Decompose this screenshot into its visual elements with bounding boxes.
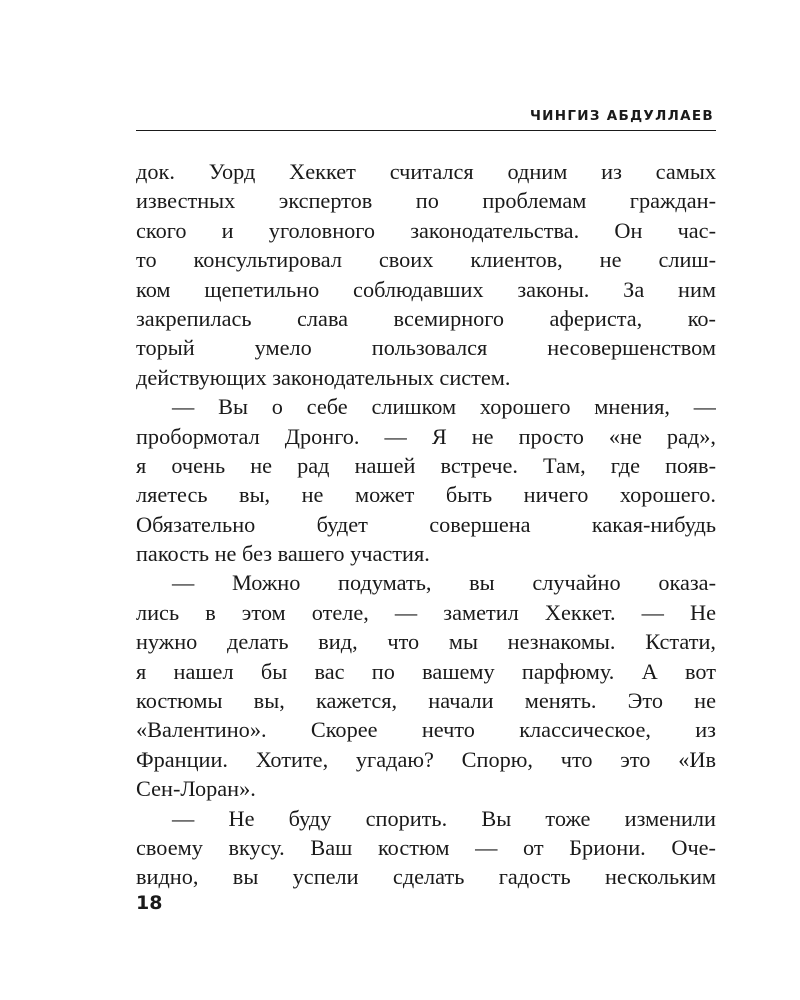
- text-line: нужно делать вид, что мы незнакомы. Кстати,: [136, 629, 716, 655]
- text-line: я очень не рад нашей встрече. Там, где появ-: [136, 452, 716, 478]
- text-line: Франции. Хотите, угадаю? Спорю, что это «Ив: [136, 746, 716, 772]
- text-line: Обязательно будет совершена какая-нибудь: [136, 511, 716, 537]
- page-text: [136, 157, 716, 892]
- text-line: — Вы о себе слишком хорошего мнения, —: [172, 394, 716, 420]
- text-line: ляетесь вы, не может быть ничего хорошего.: [136, 482, 716, 508]
- text-line: своему вкусу. Ваш костюм — от Бриони. Оче-: [136, 834, 716, 860]
- text-line: известных экспертов по проблемам граждан-: [136, 188, 716, 214]
- text-line: Сен-Лоран».: [136, 776, 256, 802]
- page-number: 18: [136, 892, 163, 914]
- text-line: то консультировал своих клиентов, не слиш-: [136, 247, 716, 273]
- text-line: ком щепетильно соблюдавших законы. За ним: [136, 276, 716, 302]
- text-line: закрепилась слава всемирного афериста, ко-: [136, 305, 716, 331]
- text-line: видно, вы успели сделать гадость нескольким: [136, 864, 716, 890]
- text-line: — Не буду спорить. Вы тоже изменили: [172, 805, 716, 831]
- text-line: док. Уорд Хеккет считался одним из самых: [136, 159, 716, 184]
- text-line: торый умело пользовался несовершенством: [136, 335, 716, 361]
- text-line: костюмы вы, кажется, начали менять. Это не: [136, 688, 716, 714]
- text-line: ского и уголовного законодательства. Он час-: [136, 217, 716, 243]
- text-line: я нашел бы вас по вашему парфюму. А вот: [136, 658, 716, 684]
- text-line: «Валентино». Скорее нечто классическое, из: [136, 717, 716, 743]
- running-header: [136, 106, 716, 131]
- text-line: пробормотал Дронго. — Я не просто «не рад»,: [136, 423, 716, 449]
- text-line: действующих законодательных систем.: [136, 364, 511, 390]
- text-line: лись в этом отеле, — заметил Хеккет. — Не: [136, 599, 716, 625]
- text-line: пакость не без вашего участия.: [136, 541, 430, 567]
- text-line: — Можно подумать, вы случайно оказа-: [172, 570, 716, 596]
- author-name: ЧИНГИЗ АБДУЛЛАЕВ: [529, 108, 714, 124]
